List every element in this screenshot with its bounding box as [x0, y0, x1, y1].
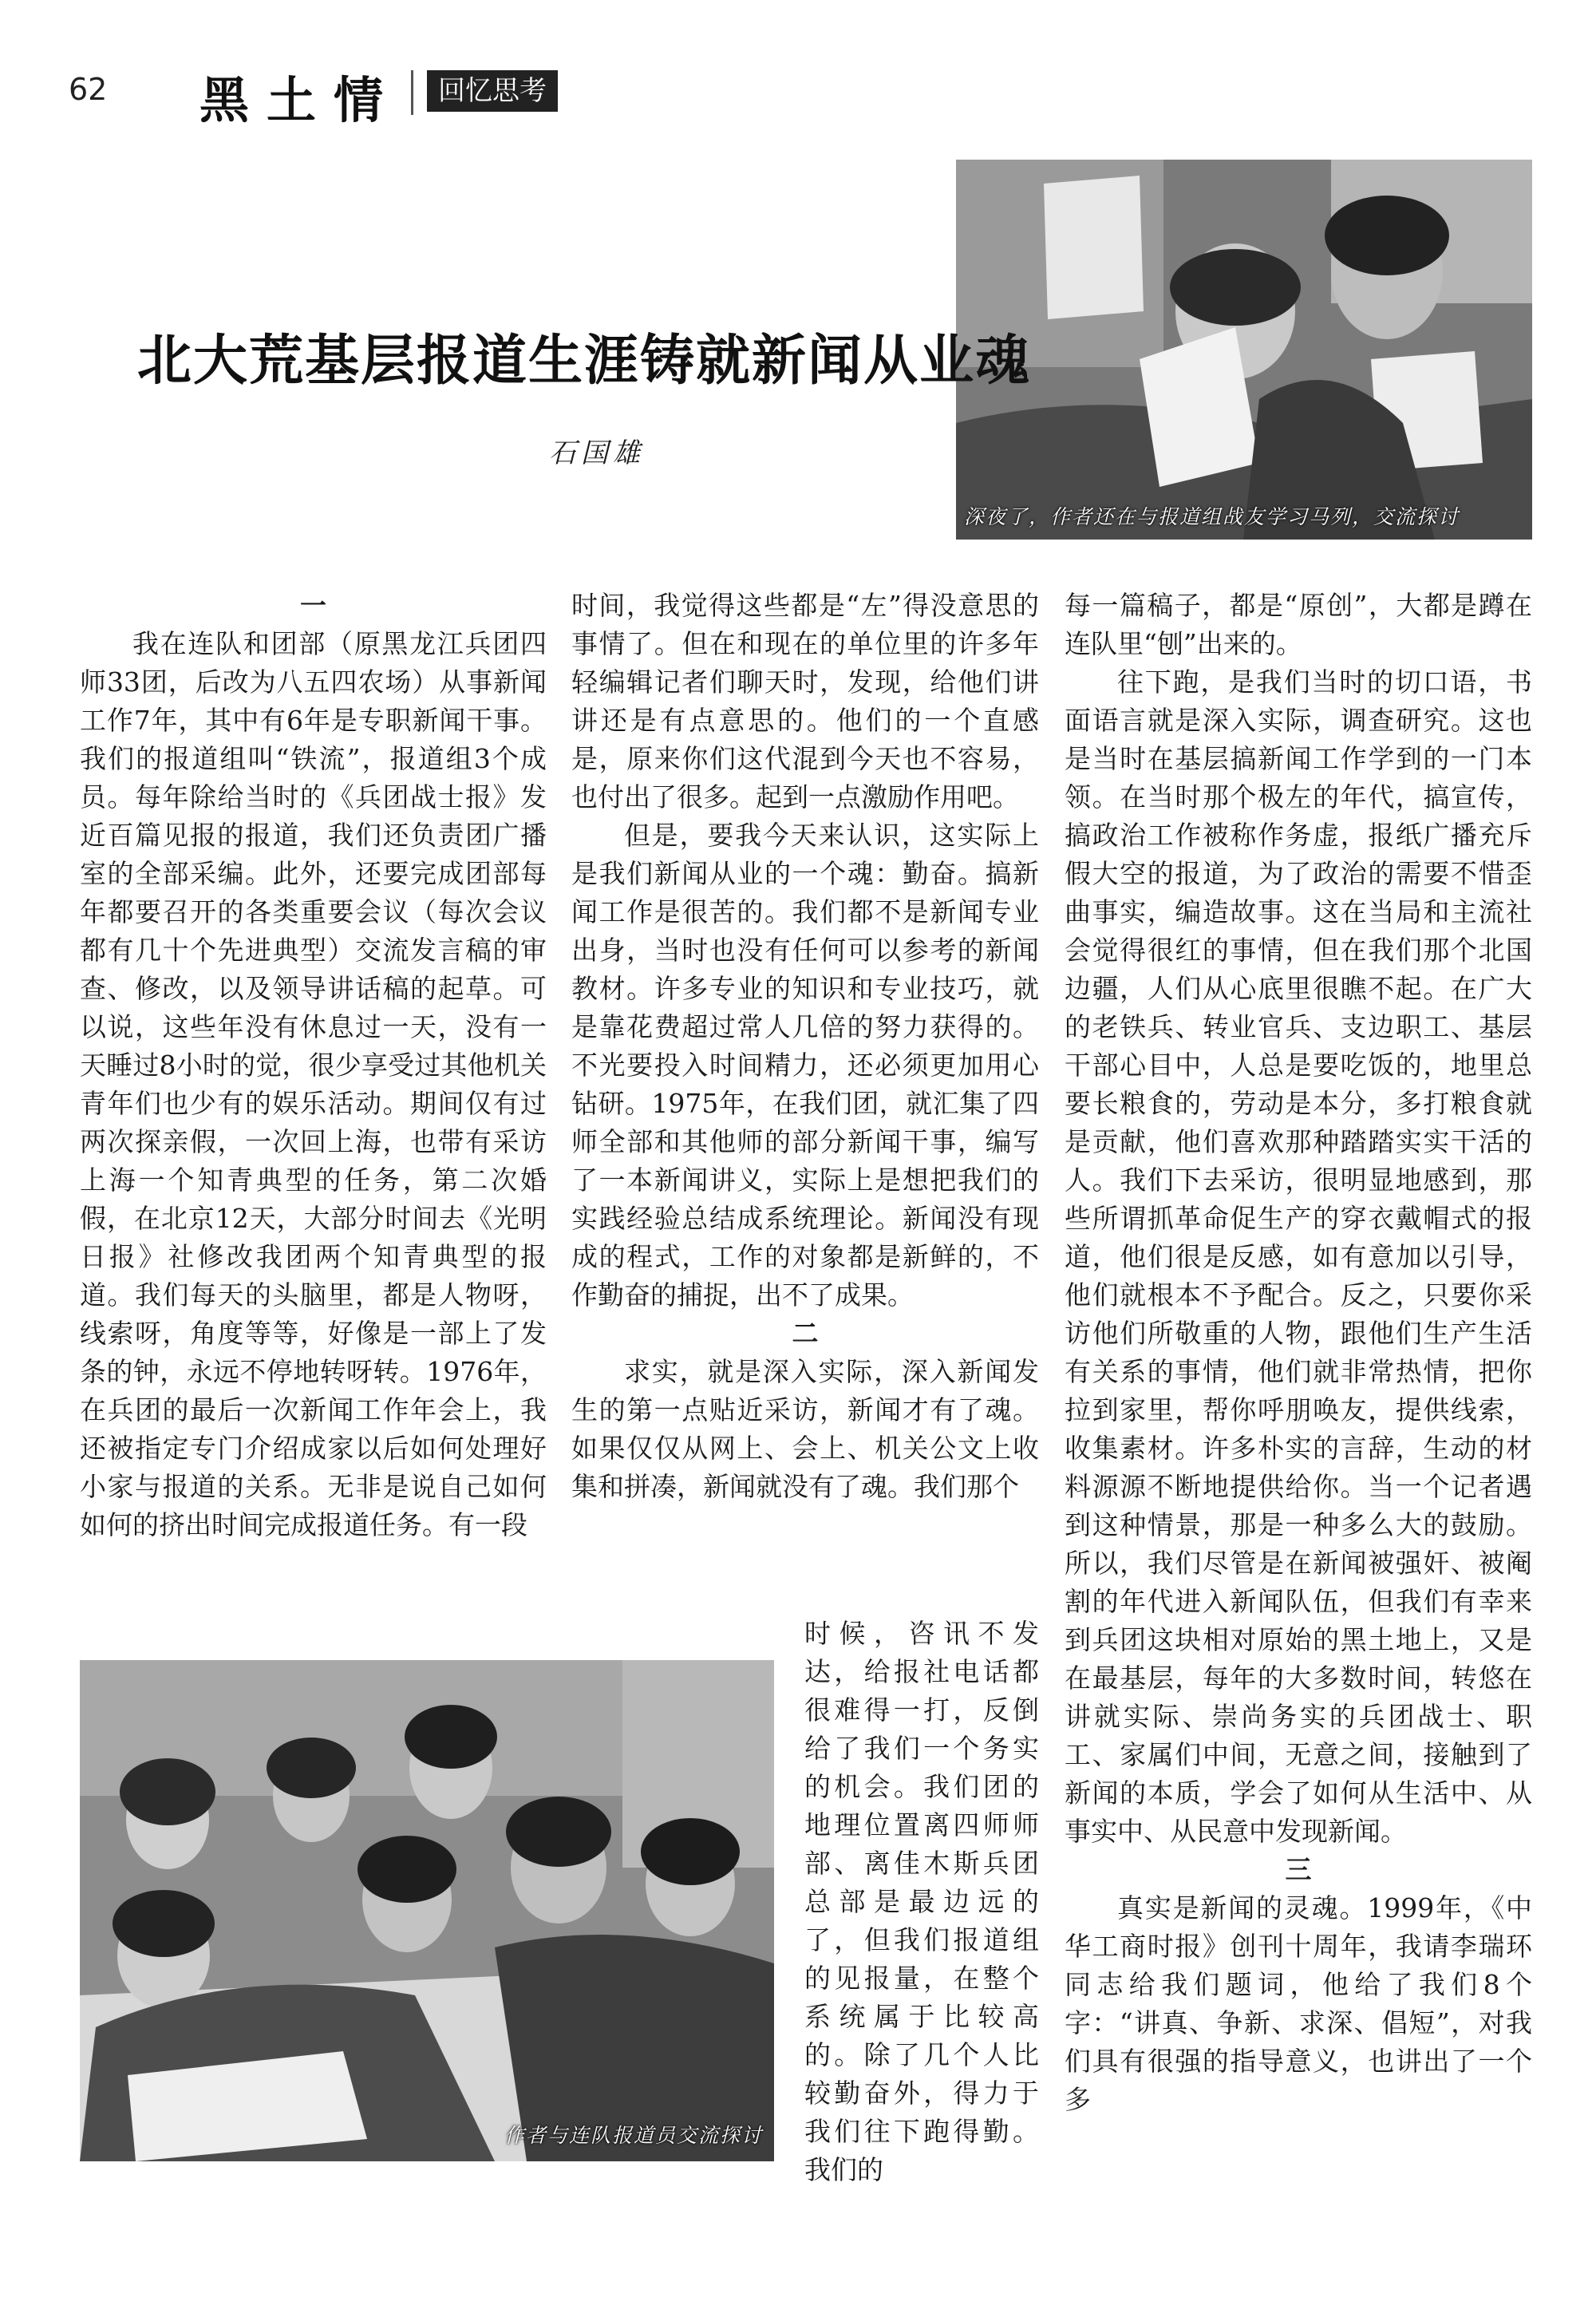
column-3	[1065, 587, 1532, 2119]
bottom-photo	[80, 1660, 774, 2161]
section-heading-1: 一	[300, 590, 326, 621]
paragraph: 往下跑，是我们当时的切口语，书面语言就是深入实际，调查研究。这也是当时在基层搞新闻工作学到的一门本领。在当时那个极左的年代，搞宣传，搞政治工作被称作务虚，报纸广播充斥假大空的报道，为了政治的需要不惜歪曲事实，编造故事。这在当局和主流社会觉得很红的事情，但在我们那个北国边疆，人们从心底里很瞧不起。在广大的老铁兵、转业官兵、支边职工、基层干部心目中，人总是要吃饭的，地里总要长粮食的，劳动是本分，多打粮食就是贡献，他们喜欢那种踏踏实实干活的人。我们下去采访，很明显地感到，那些所谓抓革命促生产的穿衣戴帽式的报道，他们很是反感，如有意加以引导，他们就根本不予配合。反之，只要你采访他们所敬重的人物，跟他们生产生活有关系的事情，他们就非常热情，把你拉到家里，帮你呼朋唤友，提供线索，收集素材。许多朴实的言辞，生动的材料源源不断地提供给你。当一个记者遇到这种情景，那是一种多么大的鼓励。所以，我们尽管是在新闻被强奸、被阉割的年代进入新闻队伍，但我们有幸来到兵团这块相对原始的黑土地上，又是在最基层，每年的大多数时间，转悠在讲就实际、崇尚务实的兵团战士、职工、家属们中间，无意之间，接触到了新闻的本质，学会了如何从生活中、从事实中、从民意中发现新闻。	[1065, 666, 1532, 1847]
article-author: 石国雄	[549, 437, 645, 469]
paragraph: 我在连队和团部（原黑龙江兵团四师33团，后改为八五四农场）从事新闻工作7年，其中有6年是专职新闻干事。我们的报道组叫“铁流”，报道组3个成员。每年除给当时的《兵团战士报》发近百篇见报的报道，我们还负责团广播室的全部采编。此外，还要完成团部每年都要召开的各类重要会议（每次会议都有几十个先进典型）交流发言稿的审查、修改，以及领导讲话稿的起草。可以说，这些年没有休息过一天，没有一天睡过8小时的觉，很少享受过其他机关青年们也少有的娱乐活动。期间仅有过两次探亲假，一次回上海，也带有采访上海一个知青典型的任务，第二次婚假，在北京12天，大部分时间去《光明日报》社修改我团两个知青典型的报道。我们每天的头脑里，都是人物呀，线索呀，角度等等，好像是一部上了发条的钟，永远不停地转呀转。1976年，在兵团的最后一次新闻工作年会上，我还被指定专门介绍成家以后如何处理好小家与报道的关系。无非是说自己如何如何的挤出时间完成报道任务。有一段	[80, 628, 547, 1540]
page-number: 62	[69, 72, 108, 107]
section-heading-2: 二	[792, 1318, 819, 1349]
bottom-photo-caption: 作者与连队报道员交流探讨	[504, 2124, 763, 2147]
top-photo-caption: 深夜了，作者还在与报道组战友学习马列，交流探讨	[964, 505, 1460, 528]
section-tag: 回忆思考	[427, 70, 558, 112]
paragraph: 真实是新闻的灵魂。1999年，《中华工商时报》创刊十周年，我请李瑞环同志给我们题词，他给了我们8个字：“讲真、争新、求深、倡短”，对我们具有很强的指导意义，也讲出了一个多	[1065, 1892, 1532, 2115]
paragraph: 时候，咨讯不发达，给报社电话都很难得一打，反倒给了我们一个务实的机会。我们团的地理位置离四师师部、离佳木斯兵团总部是最边远的了，但我们报道组的见报量，在整个系统属于比较高的。除了几个人比较勤奋外，得力于我们往下跑得勤。我们的	[804, 1618, 1039, 2185]
column-2-narrow	[804, 1615, 1039, 2189]
paragraph: 每一篇稿子，都是“原创”，大都是蹲在连队里“刨”出来的。	[1065, 590, 1532, 659]
bottom-photo-image	[80, 1660, 774, 2161]
column-1	[80, 587, 547, 1544]
paragraph: 但是，要我今天来认识，这实际上是我们新闻从业的一个魂：勤奋。搞新闻工作是很苦的。我们都不是新闻专业出身，当时也没有任何可以参考的新闻教材。许多专业的知识和专业技巧，就是靠花费超过常人几倍的努力获得的。不光要投入时间精力，还必须更加用心钻研。1975年，在我们团，就汇集了四师全部和其他师的部分新闻干事，编写了一本新闻讲义，实际上是想把我们的实践经验总结成系统理论。新闻没有现成的程式，工作的对象都是新鲜的，不作勤奋的捕捉，出不了成果。	[571, 820, 1039, 1311]
article-title: 北大荒基层报道生涯铸就新闻从业魂	[137, 329, 1032, 393]
magazine-logo: 黑土情	[200, 71, 401, 129]
column-2	[571, 587, 1039, 1506]
section-heading-3: 三	[1285, 1854, 1312, 1885]
header-divider	[411, 70, 413, 115]
paragraph: 求实，就是深入实际，深入新闻发生的第一点贴近采访，新闻才有了魂。如果仅仅从网上、会上、机关公文上收集和拼凑，新闻就没有了魂。我们那个	[571, 1356, 1039, 1502]
top-photo	[956, 160, 1532, 540]
paragraph: 时间，我觉得这些都是“左”得没意思的事情了。但在和现在的单位里的许多年轻编辑记者们聊天时，发现，给他们讲讲还是有点意思的。他们的一个直感是，原来你们这代混到今天也不容易，也付出了很多。起到一点激励作用吧。	[571, 590, 1039, 812]
top-photo-image	[956, 160, 1532, 540]
